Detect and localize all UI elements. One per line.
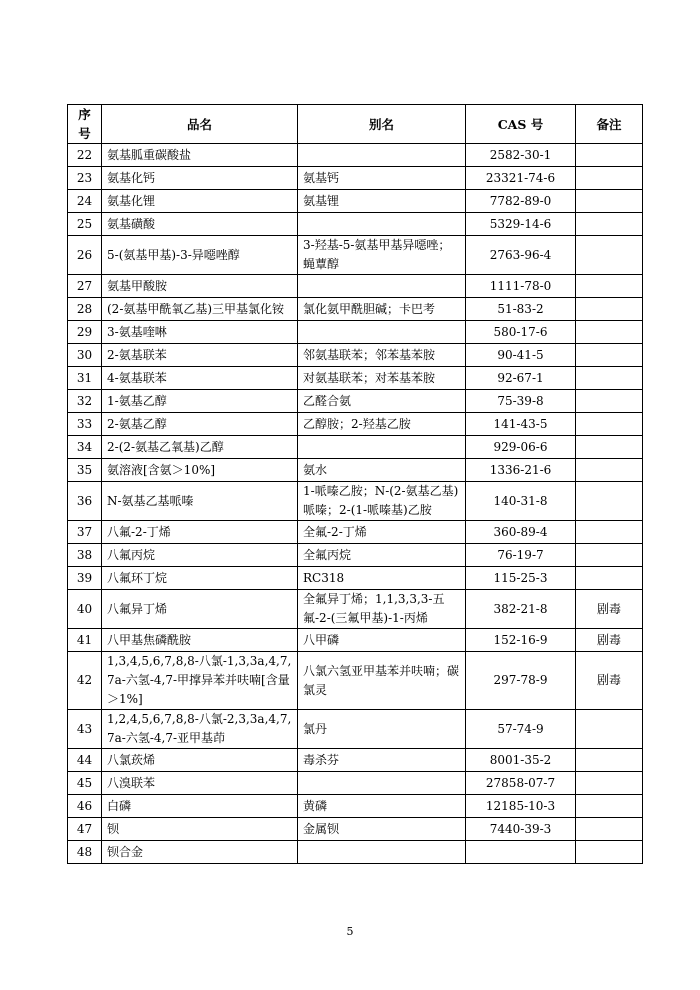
cell-cas: 27858-07-7 (466, 772, 576, 795)
cell-cas: 75-39-8 (466, 390, 576, 413)
table-row (68, 236, 643, 275)
cell-note (576, 367, 643, 390)
cell-name: (2-氨基甲酰氧乙基)三甲基氯化铵 (102, 298, 298, 321)
cell-note: 剧毒 (576, 590, 643, 629)
cell-name: 八氟丙烷 (102, 544, 298, 567)
cell-name: 八溴联苯 (102, 772, 298, 795)
cell-cas: 23321-74-6 (466, 167, 576, 190)
header-cas: CAS 号 (466, 105, 576, 144)
cell-alias (298, 436, 466, 459)
cell-number: 28 (68, 298, 102, 321)
cell-name: 钡合金 (102, 841, 298, 864)
cell-name: 4-氨基联苯 (102, 367, 298, 390)
cell-number: 29 (68, 321, 102, 344)
cell-number: 46 (68, 795, 102, 818)
header-no: 序号 (68, 105, 102, 144)
table-row (68, 167, 643, 190)
cell-number: 23 (68, 167, 102, 190)
cell-alias: 全氟-2-丁烯 (298, 521, 466, 544)
header-name: 品名 (102, 105, 298, 144)
cell-cas: 360-89-4 (466, 521, 576, 544)
cell-name: 白磷 (102, 795, 298, 818)
cell-name: 八氟环丁烷 (102, 567, 298, 590)
cell-name: 八氟异丁烯 (102, 590, 298, 629)
cell-number: 39 (68, 567, 102, 590)
cell-cas: 580-17-6 (466, 321, 576, 344)
cell-number: 25 (68, 213, 102, 236)
cell-alias (298, 275, 466, 298)
cell-note (576, 167, 643, 190)
cell-cas: 2763-96-4 (466, 236, 576, 275)
cell-name: 氨基磺酸 (102, 213, 298, 236)
cell-name: 氨基化钙 (102, 167, 298, 190)
cell-number: 36 (68, 482, 102, 521)
cell-number: 35 (68, 459, 102, 482)
cell-alias: 氨基锂 (298, 190, 466, 213)
cell-alias: 乙醛合氨 (298, 390, 466, 413)
table-row (68, 590, 643, 629)
cell-note (576, 144, 643, 167)
cell-alias: 毒杀芬 (298, 749, 466, 772)
cell-name: 1-氨基乙醇 (102, 390, 298, 413)
cell-note (576, 275, 643, 298)
cell-cas: 140-31-8 (466, 482, 576, 521)
cell-cas: 115-25-3 (466, 567, 576, 590)
cell-note (576, 544, 643, 567)
cell-name: 1,3,4,5,6,7,8,8-八氯-1,3,3a,4,7,7a-六氢-4,7-甲撑异苯并呋喃[含量＞1%] (102, 652, 298, 710)
cell-note (576, 482, 643, 521)
cell-alias: 乙醇胺；2-羟基乙胺 (298, 413, 466, 436)
table-row (68, 544, 643, 567)
cell-number: 27 (68, 275, 102, 298)
cell-note: 剧毒 (576, 629, 643, 652)
cell-cas: 1336-21-6 (466, 459, 576, 482)
cell-alias (298, 841, 466, 864)
cell-alias: 邻氨基联苯；邻苯基苯胺 (298, 344, 466, 367)
table-body (68, 144, 643, 864)
cell-name: 钡 (102, 818, 298, 841)
table-row (68, 144, 643, 167)
table-row (68, 190, 643, 213)
table-row (68, 436, 643, 459)
cell-alias (298, 321, 466, 344)
cell-alias: 八氯六氢亚甲基苯并呋喃；碳氯灵 (298, 652, 466, 710)
table-row (68, 629, 643, 652)
cell-name: 氨基化锂 (102, 190, 298, 213)
cell-alias: 氨基钙 (298, 167, 466, 190)
table-row (68, 841, 643, 864)
cell-alias: 1-哌嗪乙胺；N-(2-氨基乙基)哌嗪；2-(1-哌嗪基)乙胺 (298, 482, 466, 521)
table-row (68, 710, 643, 749)
cell-name: 2-(2-氨基乙氧基)乙醇 (102, 436, 298, 459)
cell-note (576, 213, 643, 236)
cell-note (576, 795, 643, 818)
table-row (68, 413, 643, 436)
cell-name: 1,2,4,5,6,7,8,8-八氯-2,3,3a,4,7,7a-六氢-4,7-亚甲基茚 (102, 710, 298, 749)
cell-cas (466, 841, 576, 864)
table-row (68, 652, 643, 710)
cell-name: 2-氨基联苯 (102, 344, 298, 367)
cell-cas: 12185-10-3 (466, 795, 576, 818)
cell-cas: 7440-39-3 (466, 818, 576, 841)
cell-name: N-氨基乙基哌嗪 (102, 482, 298, 521)
cell-cas: 929-06-6 (466, 436, 576, 459)
cell-cas: 152-16-9 (466, 629, 576, 652)
cell-cas: 1111-78-0 (466, 275, 576, 298)
cell-name: 八甲基焦磷酰胺 (102, 629, 298, 652)
page-number: 5 (346, 925, 354, 938)
table-row (68, 367, 643, 390)
table-row (68, 772, 643, 795)
cell-number: 32 (68, 390, 102, 413)
table-row (68, 749, 643, 772)
cell-name: 八氯莰烯 (102, 749, 298, 772)
cell-note (576, 749, 643, 772)
cell-name: 八氟-2-丁烯 (102, 521, 298, 544)
cell-alias (298, 772, 466, 795)
cell-alias (298, 213, 466, 236)
cell-name: 3-氨基喹啉 (102, 321, 298, 344)
cell-cas: 92-67-1 (466, 367, 576, 390)
cell-number: 41 (68, 629, 102, 652)
table-row (68, 213, 643, 236)
cell-cas: 297-78-9 (466, 652, 576, 710)
cell-name: 氨基胍重碳酸盐 (102, 144, 298, 167)
cell-alias: 氯丹 (298, 710, 466, 749)
cell-alias: 全氟丙烷 (298, 544, 466, 567)
cell-note (576, 344, 643, 367)
cell-alias (298, 144, 466, 167)
cell-number: 43 (68, 710, 102, 749)
table-row (68, 482, 643, 521)
table-row (68, 298, 643, 321)
cell-note (576, 190, 643, 213)
cell-number: 47 (68, 818, 102, 841)
cell-cas: 51-83-2 (466, 298, 576, 321)
table-row (68, 344, 643, 367)
cell-alias: 黄磷 (298, 795, 466, 818)
cell-note (576, 321, 643, 344)
cell-alias: 八甲磷 (298, 629, 466, 652)
cell-cas: 141-43-5 (466, 413, 576, 436)
cell-note (576, 710, 643, 749)
table-row (68, 321, 643, 344)
cell-alias: 全氟异丁烯；1,1,3,3,3-五氟-2-(三氟甲基)-1-丙烯 (298, 590, 466, 629)
cell-number: 33 (68, 413, 102, 436)
table-row (68, 795, 643, 818)
table-row (68, 567, 643, 590)
cell-name: 氨基甲酸胺 (102, 275, 298, 298)
cell-note (576, 390, 643, 413)
cell-note (576, 841, 643, 864)
table-row (68, 390, 643, 413)
cell-cas: 2582-30-1 (466, 144, 576, 167)
cell-note (576, 236, 643, 275)
cell-number: 40 (68, 590, 102, 629)
cell-note (576, 459, 643, 482)
cell-cas: 7782-89-0 (466, 190, 576, 213)
cell-cas: 90-41-5 (466, 344, 576, 367)
table-row (68, 459, 643, 482)
cell-cas: 5329-14-6 (466, 213, 576, 236)
table-row (68, 521, 643, 544)
cell-number: 37 (68, 521, 102, 544)
cell-note: 剧毒 (576, 652, 643, 710)
table-row (68, 275, 643, 298)
cell-alias: 金属钡 (298, 818, 466, 841)
cell-cas: 76-19-7 (466, 544, 576, 567)
cell-alias: RC318 (298, 567, 466, 590)
cell-note (576, 413, 643, 436)
cell-number: 24 (68, 190, 102, 213)
table-header-row (68, 105, 643, 144)
header-alias: 别名 (298, 105, 466, 144)
table-row (68, 818, 643, 841)
cell-cas: 382-21-8 (466, 590, 576, 629)
cell-number: 30 (68, 344, 102, 367)
cell-number: 42 (68, 652, 102, 710)
cell-note (576, 298, 643, 321)
cell-name: 5-(氨基甲基)-3-异噁唑醇 (102, 236, 298, 275)
cell-note (576, 436, 643, 459)
cell-note (576, 818, 643, 841)
cell-note (576, 521, 643, 544)
cell-alias: 对氨基联苯；对苯基苯胺 (298, 367, 466, 390)
header-note: 备注 (576, 105, 643, 144)
cell-number: 48 (68, 841, 102, 864)
cell-alias: 3-羟基-5-氨基甲基异噁唑；蝇蕈醇 (298, 236, 466, 275)
cell-name: 2-氨基乙醇 (102, 413, 298, 436)
cell-number: 44 (68, 749, 102, 772)
cell-number: 22 (68, 144, 102, 167)
cell-note (576, 567, 643, 590)
cell-cas: 8001-35-2 (466, 749, 576, 772)
cell-number: 26 (68, 236, 102, 275)
cell-number: 31 (68, 367, 102, 390)
chemical-table (67, 104, 643, 864)
cell-number: 34 (68, 436, 102, 459)
cell-alias: 氯化氨甲酰胆碱；卡巴考 (298, 298, 466, 321)
cell-name: 氨溶液[含氨＞10%] (102, 459, 298, 482)
cell-number: 45 (68, 772, 102, 795)
cell-number: 38 (68, 544, 102, 567)
cell-cas: 57-74-9 (466, 710, 576, 749)
cell-note (576, 772, 643, 795)
cell-alias: 氨水 (298, 459, 466, 482)
